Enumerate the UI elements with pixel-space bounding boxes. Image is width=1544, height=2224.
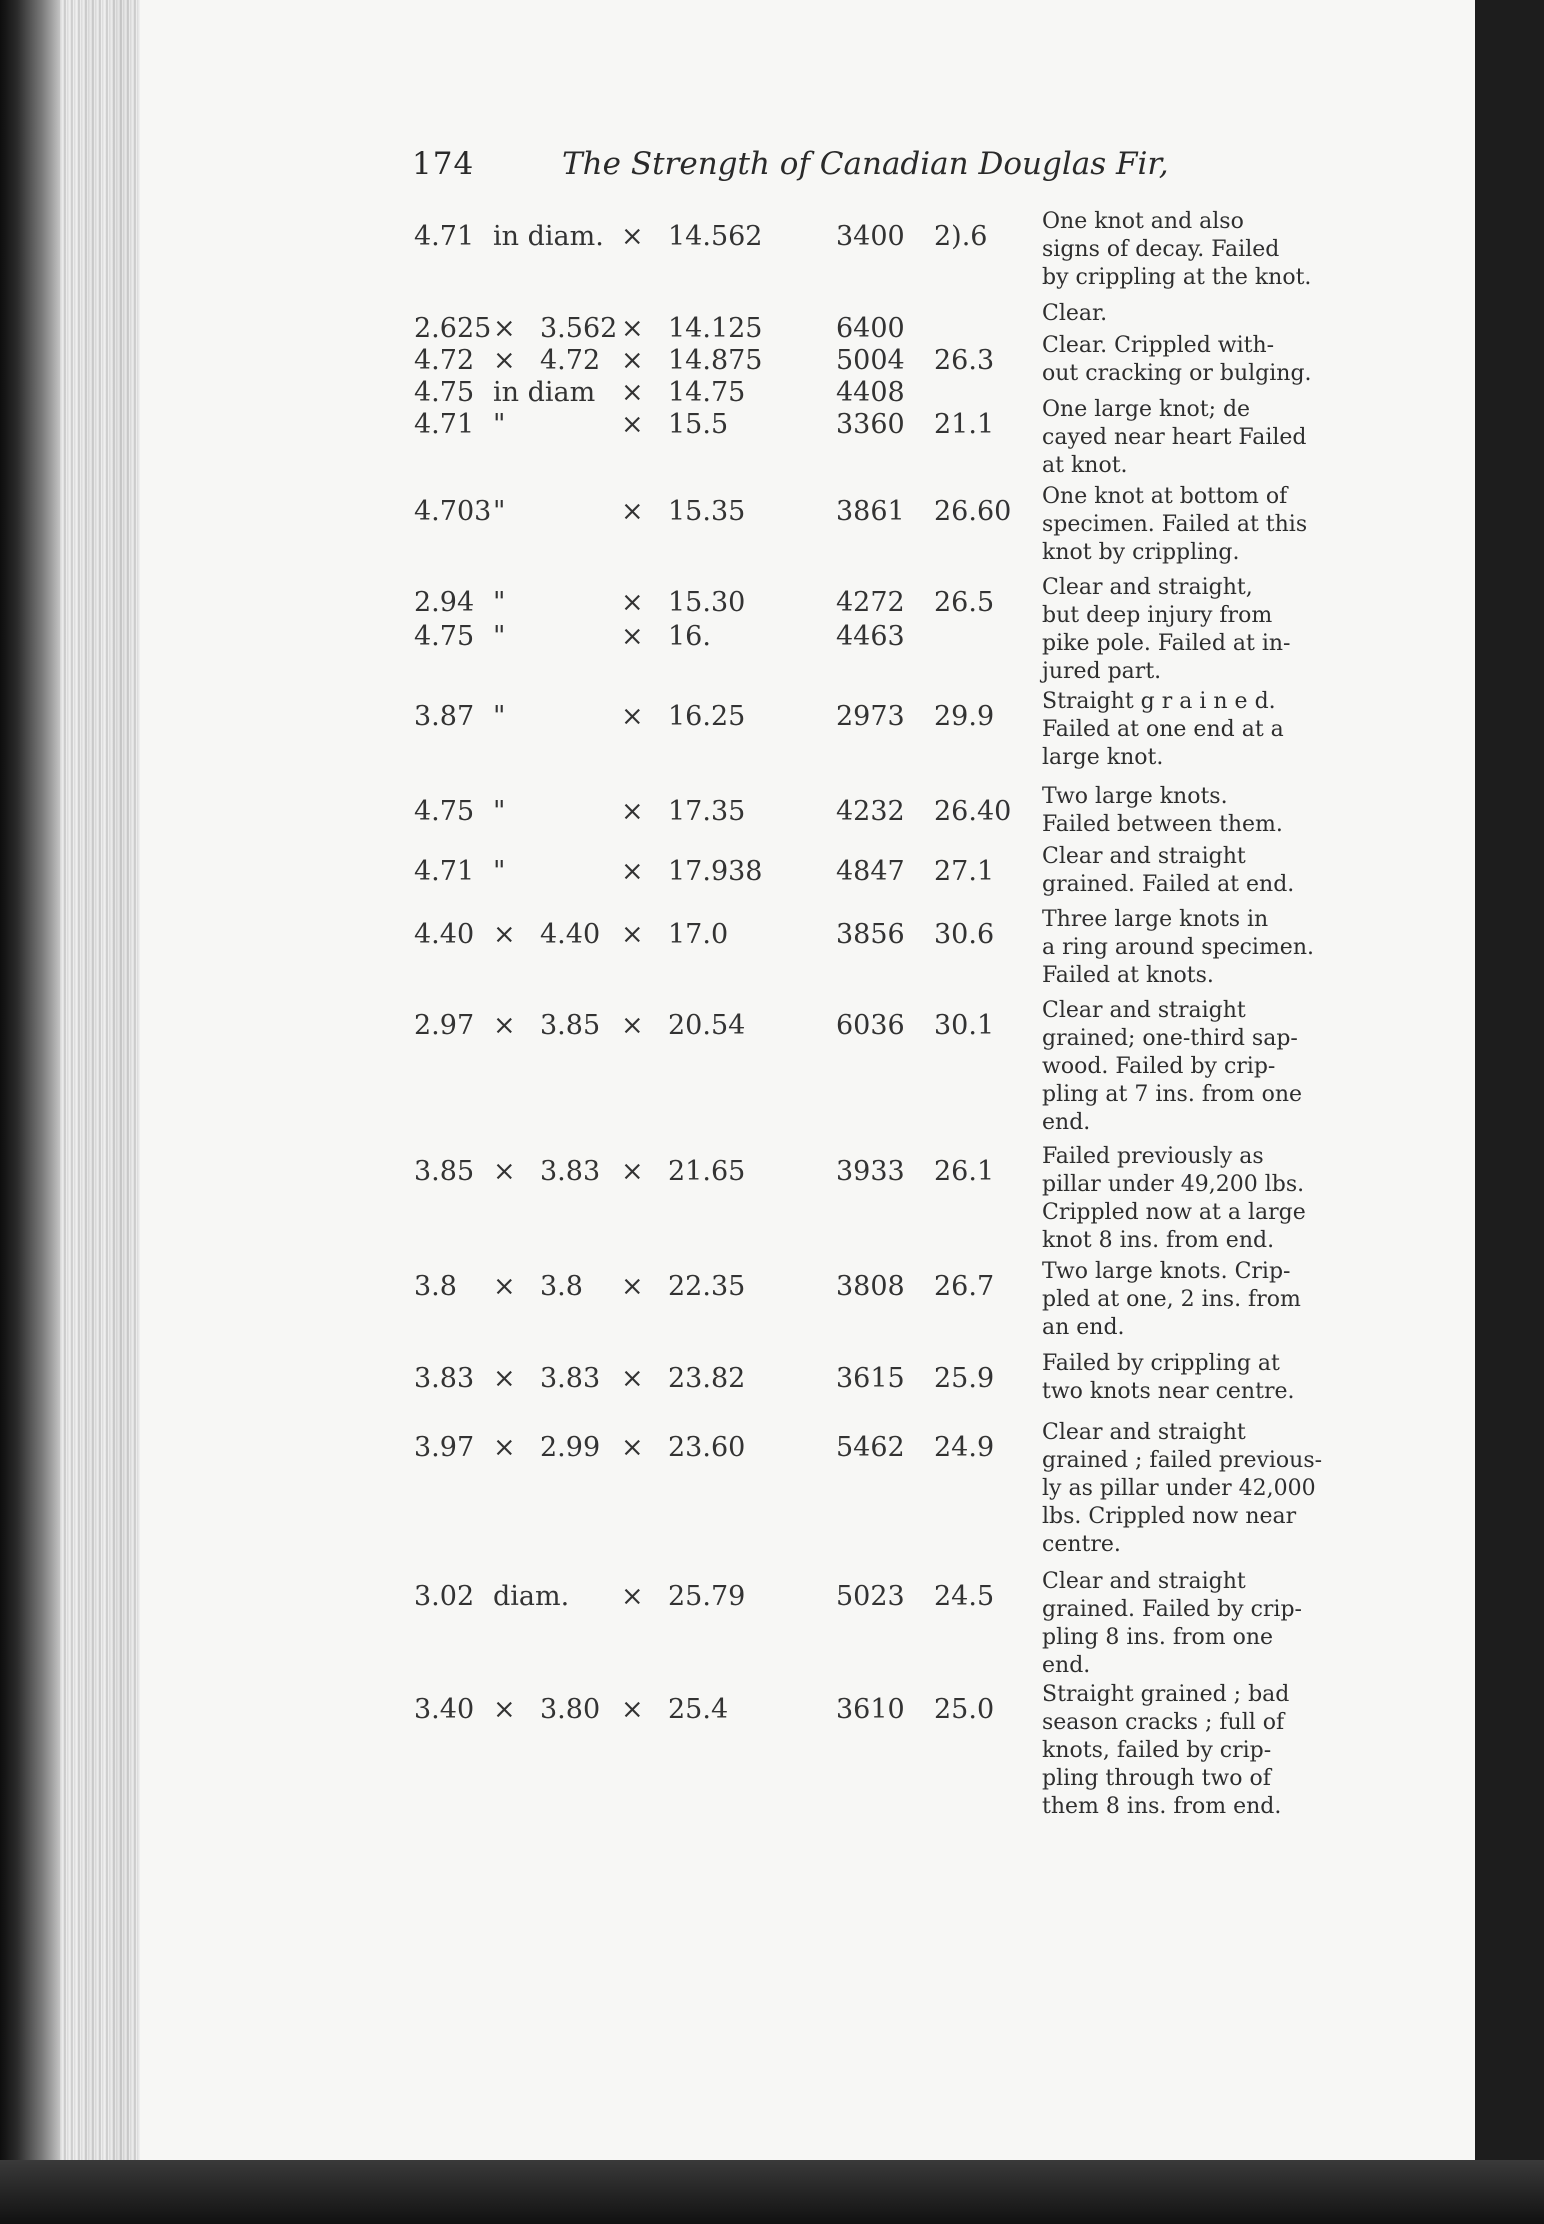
- dimension-separator: ": [493, 856, 506, 887]
- strength-value: 24.5: [934, 1581, 995, 1612]
- length: 16.: [668, 621, 711, 652]
- dimension-1: 4.75: [414, 796, 475, 827]
- running-title: The Strength of Canadian Douglas Fir,: [562, 146, 1169, 182]
- dimension-2: 3.8: [540, 1271, 583, 1302]
- length: 14.875: [668, 345, 763, 376]
- remarks: Clear and straight grained; one-third sap- wood. Failed by crip- pling at 7 ins. from one end.: [1042, 998, 1303, 1135]
- dimension-separator: ×: [493, 1010, 516, 1041]
- strength-value: 26.5: [934, 587, 995, 618]
- page-edges: [60, 0, 140, 2224]
- length: 23.82: [668, 1363, 746, 1394]
- strength-value: 30.6: [934, 919, 995, 950]
- length-separator: ×: [621, 345, 644, 376]
- dimension-separator: ": [493, 701, 506, 732]
- dimension-2: 4.72: [540, 345, 601, 376]
- bottom-shadow: [0, 2160, 1544, 2224]
- length-separator: ×: [621, 919, 644, 950]
- strength-value: 26.1: [934, 1156, 995, 1187]
- page-header: [412, 146, 1232, 190]
- dimension-separator: ": [493, 621, 506, 652]
- length: 25.79: [668, 1581, 746, 1612]
- load-value: 4232: [836, 796, 905, 827]
- remarks: Clear and straight, but deep injury from pike pole. Failed at in- jured part.: [1042, 575, 1291, 684]
- length: 17.0: [668, 919, 729, 950]
- page-number: 174: [412, 146, 475, 182]
- length-separator: ×: [621, 621, 644, 652]
- remarks: One knot at bottom of specimen. Failed at this knot by crippling.: [1042, 484, 1308, 565]
- dimension-1: 3.8: [414, 1271, 457, 1302]
- length-separator: ×: [621, 796, 644, 827]
- length: 15.35: [668, 496, 746, 527]
- length-separator: ×: [621, 587, 644, 618]
- length-separator: ×: [621, 1432, 644, 1463]
- length-separator: ×: [621, 1581, 644, 1612]
- length-separator: ×: [621, 1271, 644, 1302]
- dimension-separator: ×: [493, 919, 516, 950]
- length: 15.30: [668, 587, 746, 618]
- dimension-separator: in diam.: [493, 221, 604, 252]
- dimension-1: 3.85: [414, 1156, 475, 1187]
- length: 16.25: [668, 701, 746, 732]
- length-separator: ×: [621, 1010, 644, 1041]
- length: 14.75: [668, 377, 746, 408]
- dimension-1: 3.02: [414, 1581, 475, 1612]
- load-value: 4463: [836, 621, 905, 652]
- load-value: 3615: [836, 1363, 905, 1394]
- remarks: Straight g r a i n e d. Failed at one end at a large knot.: [1042, 689, 1284, 770]
- load-value: 4272: [836, 587, 905, 618]
- remarks: Straight grained ; bad season cracks ; full of knots, failed by crip- pling through two of them 8 ins. from end.: [1042, 1682, 1290, 1819]
- dimension-1: 4.71: [414, 409, 475, 440]
- remarks: Clear. Crippled with- out cracking or bulging.: [1042, 333, 1312, 386]
- load-value: 3856: [836, 919, 905, 950]
- length-separator: ×: [621, 701, 644, 732]
- length-separator: ×: [621, 1363, 644, 1394]
- dimension-separator: ×: [493, 313, 516, 344]
- dimension-separator: ×: [493, 1156, 516, 1187]
- remarks: One knot and also signs of decay. Failed by crippling at the knot.: [1042, 209, 1312, 290]
- load-value: 4408: [836, 377, 905, 408]
- length: 14.125: [668, 313, 763, 344]
- remarks: Three large knots in a ring around specimen. Failed at knots.: [1042, 907, 1314, 988]
- load-value: 3861: [836, 496, 905, 527]
- dimension-1: 4.75: [414, 377, 475, 408]
- dimension-1: 4.71: [414, 221, 475, 252]
- dimension-separator: ×: [493, 1363, 516, 1394]
- length-separator: ×: [621, 221, 644, 252]
- strength-value: 29.9: [934, 701, 995, 732]
- remarks: Two large knots. Crip- pled at one, 2 ins. from an end.: [1042, 1259, 1301, 1340]
- strength-value: 25.9: [934, 1363, 995, 1394]
- strength-value: 2).6: [934, 221, 988, 252]
- strength-value: 30.1: [934, 1010, 995, 1041]
- load-value: 6400: [836, 313, 905, 344]
- length: 17.938: [668, 856, 763, 887]
- remarks: Clear and straight grained. Failed at end.: [1042, 844, 1295, 897]
- remarks: Failed previously as pillar under 49,200 lbs. Crippled now at a large knot 8 ins. from end.: [1042, 1144, 1306, 1253]
- load-value: 3933: [836, 1156, 905, 1187]
- length: 25.4: [668, 1694, 729, 1725]
- dimension-2: 2.99: [540, 1432, 601, 1463]
- strength-value: 21.1: [934, 409, 995, 440]
- strength-value: 24.9: [934, 1432, 995, 1463]
- length: 21.65: [668, 1156, 746, 1187]
- length-separator: ×: [621, 377, 644, 408]
- dimension-1: 4.72: [414, 345, 475, 376]
- load-value: 2973: [836, 701, 905, 732]
- dimension-1: 3.83: [414, 1363, 475, 1394]
- dimension-separator: ": [493, 796, 506, 827]
- dimension-2: 3.562: [540, 313, 618, 344]
- load-value: 3808: [836, 1271, 905, 1302]
- length: 15.5: [668, 409, 729, 440]
- remarks: Failed by crippling at two knots near centre.: [1042, 1351, 1295, 1404]
- dimension-separator: ×: [493, 1432, 516, 1463]
- dimension-1: 2.625: [414, 313, 492, 344]
- right-margin-shadow: [1475, 0, 1544, 2224]
- dimension-2: 3.85: [540, 1010, 601, 1041]
- length: 14.562: [668, 221, 763, 252]
- dimension-separator: ×: [493, 345, 516, 376]
- dimension-separator: diam.: [493, 1581, 570, 1612]
- strength-value: 26.7: [934, 1271, 995, 1302]
- load-value: 4847: [836, 856, 905, 887]
- dimension-1: 4.40: [414, 919, 475, 950]
- dimension-2: 3.80: [540, 1694, 601, 1725]
- dimension-separator: ": [493, 409, 506, 440]
- length: 23.60: [668, 1432, 746, 1463]
- length-separator: ×: [621, 1694, 644, 1725]
- length-separator: ×: [621, 856, 644, 887]
- load-value: 5462: [836, 1432, 905, 1463]
- length-separator: ×: [621, 313, 644, 344]
- strength-value: 26.40: [934, 796, 1012, 827]
- remarks: Two large knots. Failed between them.: [1042, 784, 1283, 837]
- dimension-separator: ": [493, 587, 506, 618]
- length-separator: ×: [621, 1156, 644, 1187]
- dimension-separator: in diam: [493, 377, 596, 408]
- dimension-1: 3.87: [414, 701, 475, 732]
- length: 20.54: [668, 1010, 746, 1041]
- strength-value: 25.0: [934, 1694, 995, 1725]
- dimension-1: 4.75: [414, 621, 475, 652]
- load-value: 3400: [836, 221, 905, 252]
- dimension-1: 3.40: [414, 1694, 475, 1725]
- length: 22.35: [668, 1271, 746, 1302]
- strength-value: 26.60: [934, 496, 1012, 527]
- dimension-1: 3.97: [414, 1432, 475, 1463]
- load-value: 6036: [836, 1010, 905, 1041]
- dimension-separator: ×: [493, 1271, 516, 1302]
- load-value: 5023: [836, 1581, 905, 1612]
- load-value: 5004: [836, 345, 905, 376]
- dimension-separator: ": [493, 496, 506, 527]
- dimension-1: 2.94: [414, 587, 475, 618]
- length: 17.35: [668, 796, 746, 827]
- remarks: Clear and straight grained. Failed by crip- pling 8 ins. from one end.: [1042, 1569, 1302, 1678]
- dimension-2: 3.83: [540, 1363, 601, 1394]
- dimension-1: 4.71: [414, 856, 475, 887]
- dimension-2: 4.40: [540, 919, 601, 950]
- remarks: Clear and straight grained ; failed previous- ly as pillar under 42,000 lbs. Crippled now near centre.: [1042, 1420, 1323, 1557]
- length-separator: ×: [621, 496, 644, 527]
- remarks: Clear.: [1042, 301, 1108, 326]
- length-separator: ×: [621, 409, 644, 440]
- load-value: 3360: [836, 409, 905, 440]
- dimension-1: 4.703: [414, 496, 492, 527]
- load-value: 3610: [836, 1694, 905, 1725]
- dimension-1: 2.97: [414, 1010, 475, 1041]
- remarks: One large knot; de cayed near heart Failed at knot.: [1042, 397, 1307, 478]
- strength-value: 26.3: [934, 345, 995, 376]
- dimension-2: 3.83: [540, 1156, 601, 1187]
- strength-value: 27.1: [934, 856, 995, 887]
- dimension-separator: ×: [493, 1694, 516, 1725]
